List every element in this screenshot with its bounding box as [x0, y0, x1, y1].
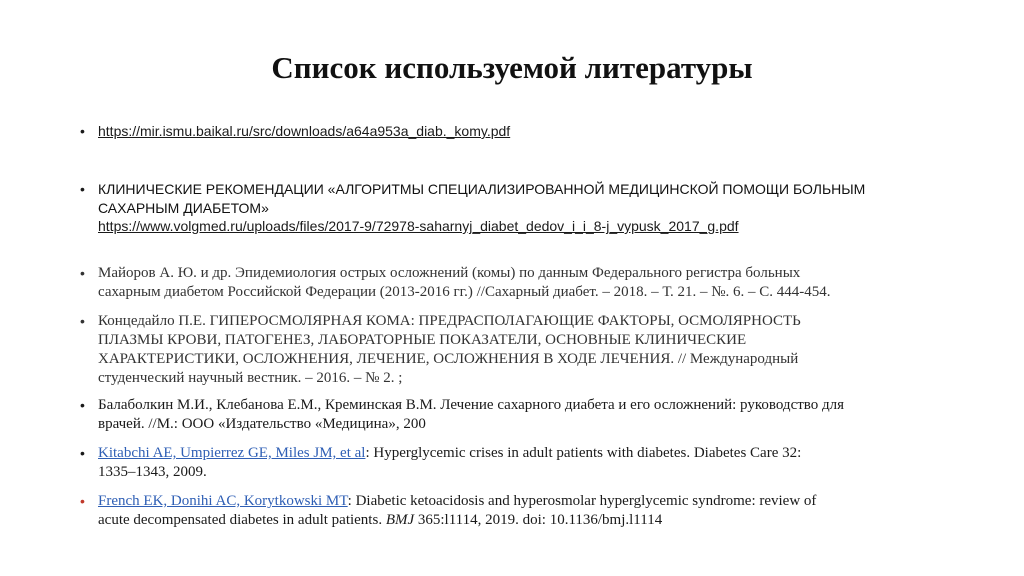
page-title: Список используемой литературы	[271, 50, 753, 85]
bullet: •	[80, 313, 85, 329]
reference-link[interactable]: https://mir.ismu.baikal.ru/src/downloads/a64a953a_diab._komy.pdf	[98, 123, 511, 139]
reference-text: 1335–1343, 2009.	[98, 464, 207, 480]
authors-link[interactable]: Kitabchi AE, Umpierrez GE, Miles JM, et al	[98, 445, 366, 461]
bullet: •	[80, 493, 85, 509]
reference-text: ХАРАКТЕРИСТИКИ, ОСЛОЖНЕНИЯ, ЛЕЧЕНИЕ, ОСЛОЖНЕНИЯ В ХОДЕ ЛЕЧЕНИЯ. // Международный	[98, 351, 799, 367]
reference-text: Балаболкин М.И., Клебанова Е.М., Креминская В.М. Лечение сахарного диабета и его осложнений: руководство для	[98, 397, 845, 413]
reference-text: студенческий научный вестник. – 2016. – № 2. ;	[98, 370, 403, 386]
reference-text: сахарным диабетом Российской Федерации (2013-2016 гг.) //Сахарный диабет. – 2018. – Т. 21. – №. 6. – С. 444-454.	[98, 284, 831, 300]
reference-text: ПЛАЗМЫ КРОВИ, ПАТОГЕНЕЗ, ЛАБОРАТОРНЫЕ ПОКАЗАТЕЛИ, ОСНОВНЫЕ КЛИНИЧЕСКИЕ	[98, 332, 747, 348]
reference-link[interactable]: https://www.volgmed.ru/uploads/files/2017-9/72978-saharnyj_diabet_dedov_i_i_8-j_vypusk_2017_g.pdf	[98, 218, 739, 234]
reference-text: САХАРНЫМ ДИАБЕТОМ»	[98, 199, 269, 216]
bullet: •	[80, 123, 85, 139]
reference-text: врачей. //М.: ООО «Издательство «Медицина», 200	[98, 416, 426, 432]
bullet: •	[80, 397, 85, 413]
bullet: •	[80, 445, 85, 461]
reference-text: acute decompensated diabetes in adult patients.	[98, 512, 386, 528]
reference-text: Майоров А. Ю. и др. Эпидемиология острых осложнений (комы) по данным Федерального регистра больных	[98, 265, 801, 281]
bullet: •	[80, 265, 85, 281]
bullet: •	[80, 181, 85, 197]
authors-link[interactable]: French EK, Donihi AC, Korytkowski MT	[98, 493, 348, 509]
journal-name: BMJ	[385, 512, 415, 528]
reference-text: КЛИНИЧЕСКИЕ РЕКОМЕНДАЦИИ «АЛГОРИТМЫ СПЕЦИАЛИЗИРОВАННОЙ МЕДИЦИНСКОЙ ПОМОЩИ БОЛЬНЫМ	[98, 181, 866, 197]
reference-text: 365:l1114, 2019. doi: 10.1136/bmj.l1114	[414, 512, 663, 528]
reference-text: Концедайло П.Е. ГИПЕРОСМОЛЯРНАЯ КОМА: ПРЕДРАСПОЛАГАЮЩИЕ ФАКТОРЫ, ОСМОЛЯРНОСТЬ	[98, 313, 801, 329]
reference-text: : Diabetic ketoacidosis and hyperosmolar hyperglycemic syndrome: review of	[347, 493, 817, 509]
reference-text: : Hyperglycemic crises in adult patients with diabetes. Diabetes Care 32:	[365, 445, 802, 461]
